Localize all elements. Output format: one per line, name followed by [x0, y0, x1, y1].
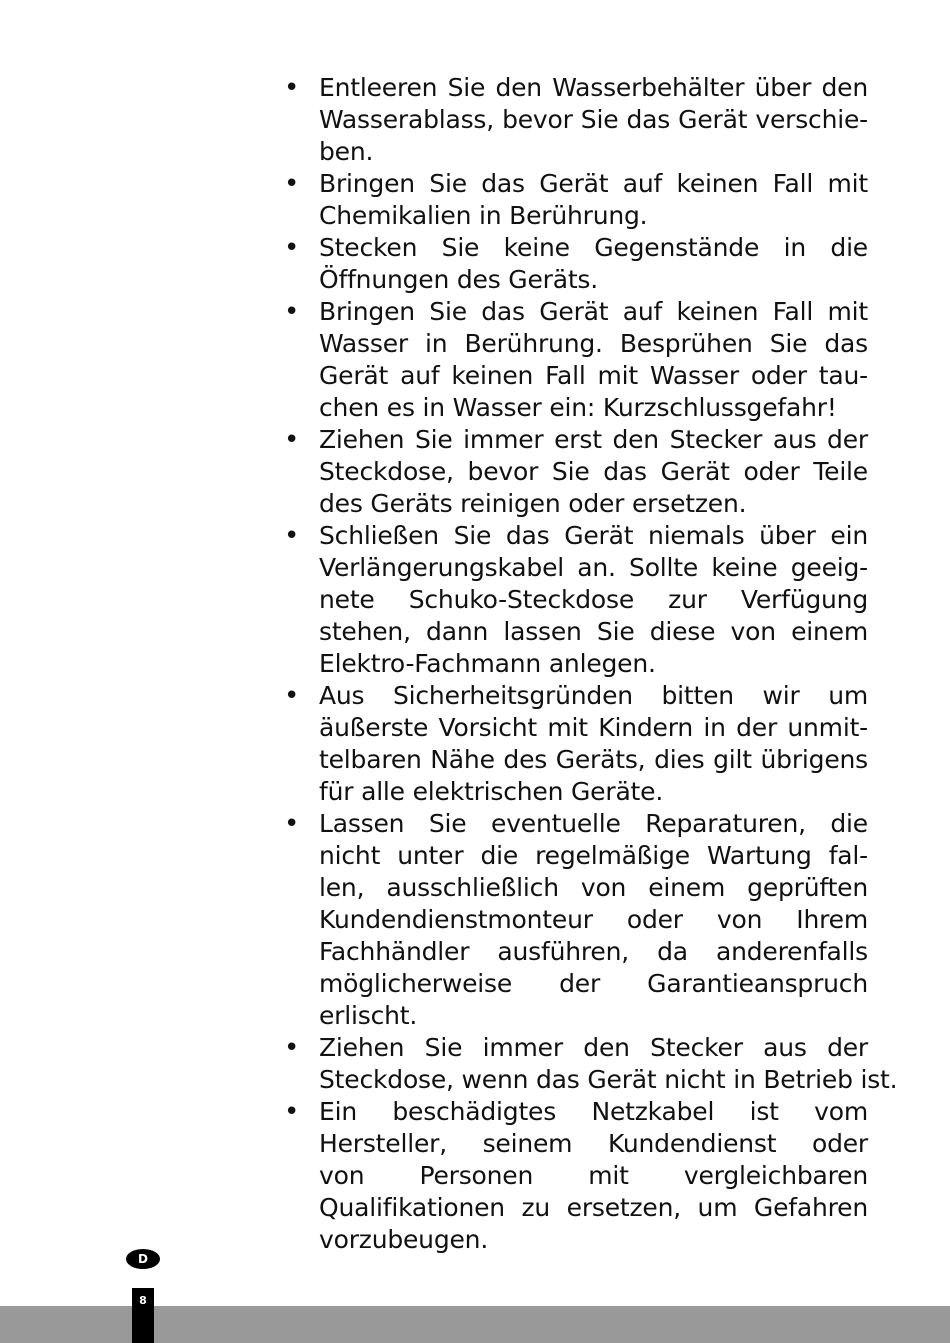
text-line: möglicherweise der Garantieanspruch — [319, 969, 868, 998]
text-line: nete Schuko-Steckdose zur Verfügung — [319, 585, 868, 614]
bullet-dot: • — [284, 233, 300, 263]
bullet-dot: • — [284, 425, 300, 455]
list-item — [284, 680, 868, 808]
text-line: Stecken Sie keine Gegenstände in die — [319, 233, 868, 262]
bullet-dot: • — [284, 809, 300, 839]
text-line: len, ausschließlich von einem geprüften — [319, 873, 868, 902]
text-line: erlischt. — [319, 1001, 418, 1030]
list-item — [284, 296, 868, 424]
bullet-dot: • — [284, 521, 300, 551]
list-item — [284, 168, 868, 232]
text-line: Wasser in Berührung. Besprühen Sie das — [319, 329, 868, 358]
text-line: Lassen Sie eventuelle Reparaturen, die — [319, 809, 868, 838]
text-line: äußerste Vorsicht mit Kindern in der unmit- — [319, 713, 868, 742]
text-line: für alle elektrischen Geräte. — [319, 777, 664, 806]
text-line: Bringen Sie das Gerät auf keinen Fall mit — [319, 297, 868, 326]
text-line: Schließen Sie das Gerät niemals über ein — [319, 521, 868, 550]
bullet-dot: • — [284, 681, 300, 711]
text-line: Steckdose, bevor Sie das Gerät oder Teile — [319, 457, 868, 486]
text-line: Ziehen Sie immer den Stecker aus der — [319, 1033, 868, 1062]
text-line: telbaren Nähe des Geräts, dies gilt übrigens — [319, 745, 868, 774]
text-line: ben. — [319, 137, 374, 166]
bullet-dot: • — [284, 1033, 300, 1063]
text-line: Wasserablass, bevor Sie das Gerät verschie- — [319, 105, 868, 134]
list-item — [284, 1096, 868, 1256]
list-item — [284, 232, 868, 296]
bullet-dot: • — [284, 169, 300, 199]
text-line: Gerät auf keinen Fall mit Wasser oder tau- — [319, 361, 868, 390]
text-line: Öffnungen des Geräts. — [319, 265, 599, 294]
text-line: von Personen mit vergleichbaren — [319, 1161, 868, 1190]
text-line: Entleeren Sie den Wasserbehälter über den — [319, 73, 868, 102]
text-line: Chemikalien in Berührung. — [319, 201, 648, 230]
text-line: Ein beschädigtes Netzkabel ist vom — [319, 1097, 868, 1126]
text-line: Fachhändler ausführen, da anderenfalls — [319, 937, 868, 966]
text-line: Bringen Sie das Gerät auf keinen Fall mit — [319, 169, 868, 198]
text-line: Verlängerungskabel an. Sollte keine geeig- — [319, 553, 868, 582]
text-line: Kundendienstmonteur oder von Ihrem — [319, 905, 868, 934]
page-number: 8 — [139, 1294, 147, 1307]
text-line: Elektro-Fachmann anlegen. — [319, 649, 656, 678]
text-line: Steckdose, wenn das Gerät nicht in Betrieb ist. — [319, 1065, 898, 1094]
text-line: Hersteller, seinem Kundendienst oder — [319, 1129, 868, 1158]
text-line: Qualifikationen zu ersetzen, um Gefahren — [319, 1193, 868, 1222]
text-line: vorzubeugen. — [319, 1225, 489, 1254]
text-line: des Geräts reinigen oder ersetzen. — [319, 489, 747, 518]
bullet-dot: • — [284, 73, 300, 103]
list-item — [284, 72, 868, 168]
text-line: stehen, dann lassen Sie diese von einem — [319, 617, 868, 646]
list-item — [284, 808, 868, 1032]
text-line: Aus Sicherheitsgründen bitten wir um — [319, 681, 868, 710]
list-item — [284, 424, 868, 520]
bullet-dot: • — [284, 297, 300, 327]
list-item — [284, 1032, 898, 1096]
text-line: Ziehen Sie immer erst den Stecker aus der — [319, 425, 868, 454]
safety-instructions-list — [284, 72, 898, 1256]
list-item — [284, 520, 868, 680]
text-line: chen es in Wasser ein: Kurzschlussgefahr! — [319, 393, 837, 422]
bullet-dot: • — [284, 1097, 300, 1127]
text-line: nicht unter die regelmäßige Wartung fal- — [319, 841, 868, 870]
language-badge: D — [126, 1249, 160, 1269]
